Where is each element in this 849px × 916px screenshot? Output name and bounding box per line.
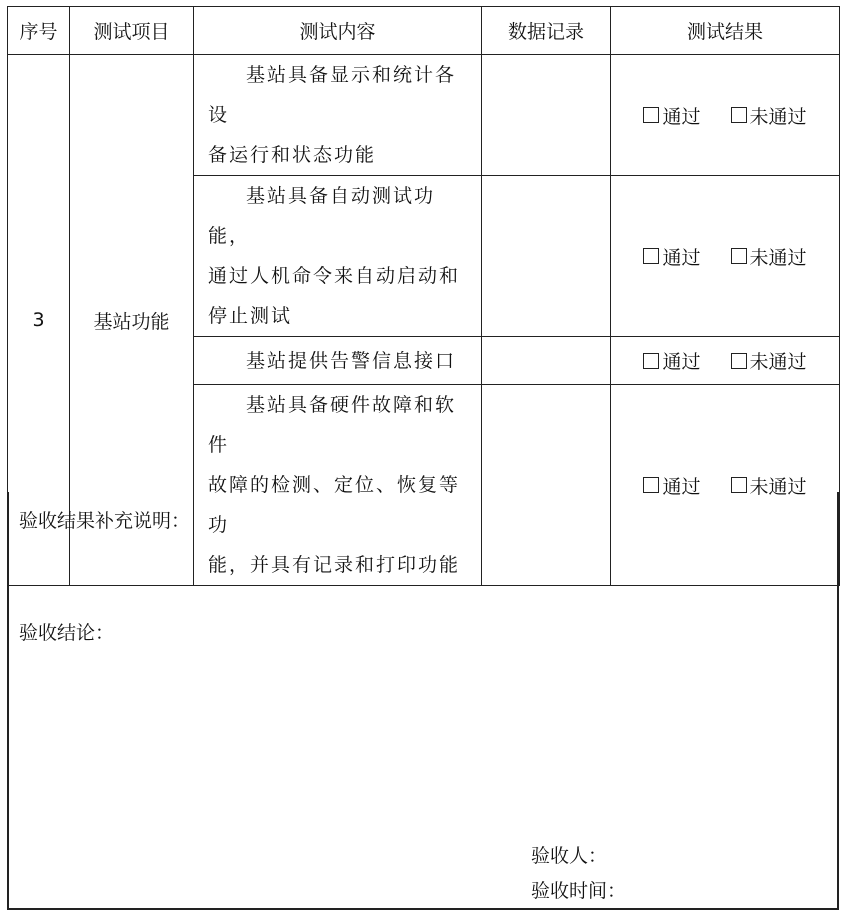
pass-label: 通过 [662, 351, 701, 373]
checkbox-box-icon [731, 353, 747, 369]
checkbox-box-icon [643, 353, 659, 369]
test-item-cell: 基站功能 [70, 55, 194, 586]
header-test-content: 测试内容 [194, 7, 482, 55]
pass-label: 通过 [662, 475, 701, 498]
header-test-item: 测试项目 [70, 7, 194, 55]
data-record-cell[interactable] [482, 337, 611, 385]
acceptance-notes-area [7, 492, 839, 910]
test-content-cell [194, 337, 482, 385]
content-line: 通过人机命令来自动启动和 [208, 265, 461, 287]
acceptance-time-label: 验收时间： [531, 880, 627, 902]
supplement-label: 验收结果补充说明： [19, 510, 191, 532]
table-header-row [8, 7, 840, 55]
content-line: 基站提供告警信息接口 [246, 349, 457, 372]
pass-checkbox[interactable] [643, 102, 700, 129]
content-line: 故障的检测、定位、恢复等功 [208, 474, 461, 536]
fail-label: 未通过 [749, 351, 807, 373]
checkbox-box-icon [643, 477, 659, 493]
fail-checkbox[interactable] [731, 243, 807, 270]
content-line: 基站具备自动测试功能， [208, 185, 436, 247]
table-row [8, 55, 840, 176]
pass-checkbox[interactable] [643, 243, 700, 270]
test-content-cell [194, 176, 482, 337]
conclusion-label: 验收结论： [19, 622, 115, 644]
seq-cell: 3 [8, 55, 70, 586]
fail-label: 未通过 [749, 105, 807, 128]
test-content-cell [194, 55, 482, 176]
checkbox-box-icon [643, 248, 659, 264]
content-line: 基站具备硬件故障和软件 [208, 394, 457, 456]
header-data-record: 数据记录 [482, 7, 611, 55]
test-result-cell [611, 55, 840, 176]
data-record-cell[interactable] [482, 55, 611, 176]
checkbox-box-icon [731, 248, 747, 264]
checkbox-box-icon [643, 107, 659, 123]
acceptor-label: 验收人： [531, 845, 608, 867]
header-seq: 序号 [8, 7, 70, 55]
test-result-cell [611, 176, 840, 337]
content-line: 备运行和状态功能 [208, 144, 377, 166]
fail-label: 未通过 [749, 246, 807, 269]
data-record-cell[interactable] [482, 176, 611, 337]
checkbox-box-icon [731, 477, 747, 493]
fail-label: 未通过 [749, 475, 807, 498]
pass-checkbox[interactable] [643, 347, 700, 374]
content-line: 能，并具有记录和打印功能 [208, 554, 461, 576]
fail-checkbox[interactable] [731, 347, 807, 374]
test-result-cell [611, 337, 840, 385]
pass-label: 通过 [662, 246, 701, 269]
checkbox-box-icon [731, 107, 747, 123]
content-line: 基站具备显示和统计各设 [208, 64, 457, 126]
header-test-result: 测试结果 [611, 7, 840, 55]
fail-checkbox[interactable] [731, 102, 807, 129]
content-line: 停止测试 [208, 305, 293, 327]
pass-label: 通过 [662, 105, 701, 128]
